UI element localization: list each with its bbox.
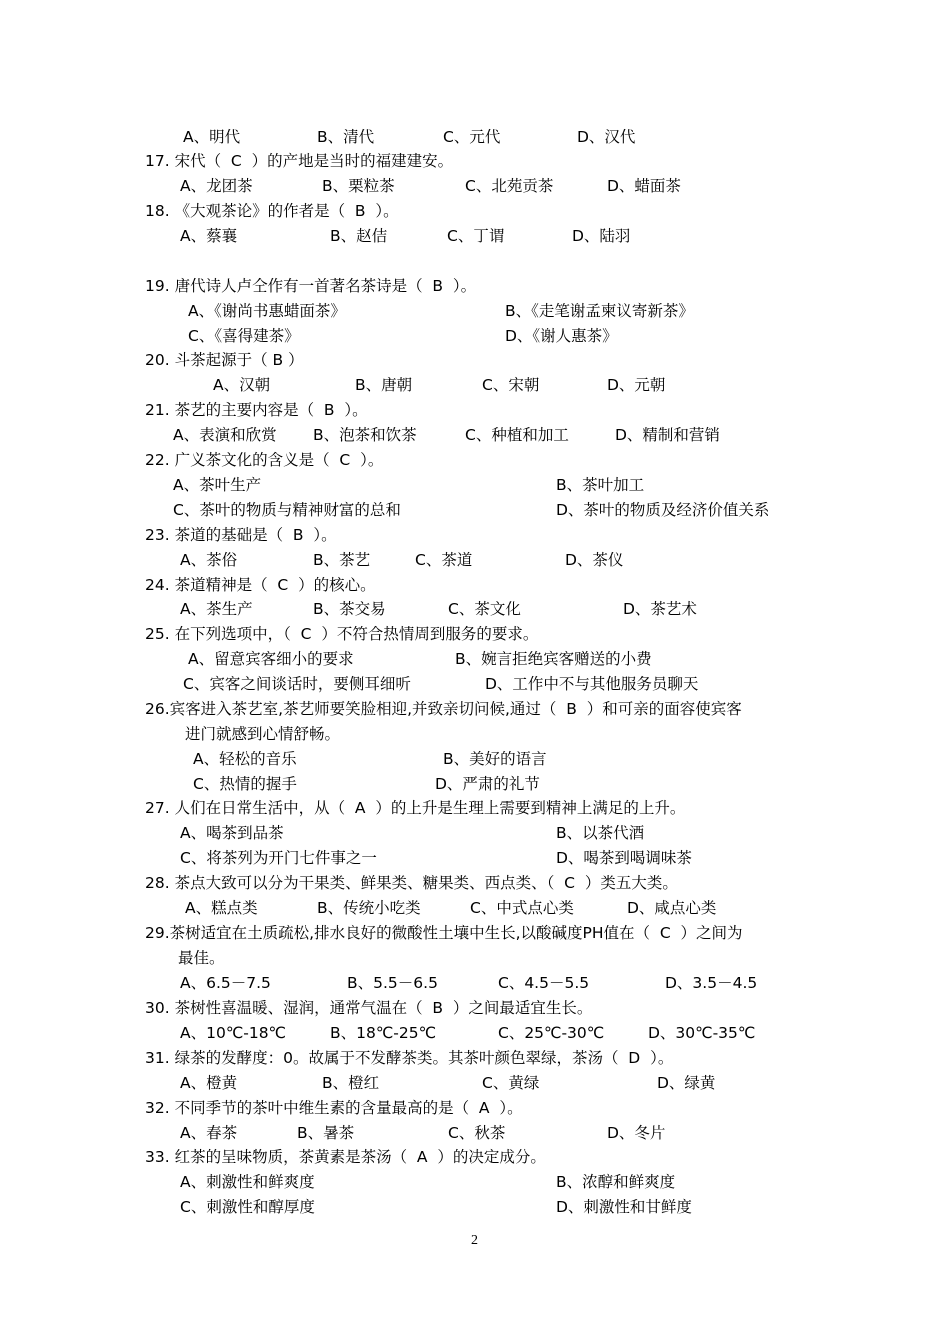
question-20-option: D、元朝: [607, 376, 666, 394]
question-17-option: B、栗粒茶: [322, 177, 395, 195]
question-32-option: D、冬片: [607, 1124, 666, 1142]
question-25-option: C、宾客之间谈话时，要侧耳细听: [183, 675, 411, 693]
question-32-stem: 32. 不同季节的茶叶中维生素的含量最高的是（ A ）。: [145, 1099, 523, 1117]
question-27-option: A、喝茶到品茶: [180, 824, 284, 842]
question-18-option: B、赵佶: [330, 227, 388, 245]
question-18-option: D、陆羽: [572, 227, 631, 245]
question-24-option: B、茶交易: [313, 600, 386, 618]
question-18-option: A、蔡襄: [180, 227, 238, 245]
question-29-option: C、4.5－5.5: [498, 974, 590, 992]
question-29-option: A、6.5－7.5: [180, 974, 271, 992]
question-20-option: C、宋朝: [482, 376, 540, 394]
question-33-stem: 33. 红茶的呈味物质，茶黄素是茶汤（ A ）的决定成分。: [145, 1148, 546, 1166]
question-27-stem: 27. 人们在日常生活中，从（ A ）的上升是生理上需要到精神上满足的上升。: [145, 799, 686, 817]
question-26-stem: 26.宾客进入茶艺室,茶艺师要笑脸相迎,并致亲切问候,通过（ B ）和可亲的面容使宾客: [145, 700, 742, 718]
question-32-option: B、暑茶: [297, 1124, 355, 1142]
question-21-option: C、种植和加工: [465, 426, 569, 444]
question-31-option: A、橙黄: [180, 1074, 238, 1092]
question-19-option: A、《谢尚书惠蜡面茶》: [188, 302, 346, 320]
question-32-option: A、春茶: [180, 1124, 238, 1142]
question-25-option: A、留意宾客细小的要求: [188, 650, 354, 668]
question-16-option: A、明代: [183, 128, 241, 146]
question-17-stem: 17. 宋代（ C ）的产地是当时的福建建安。: [145, 152, 454, 170]
question-16-option: B、清代: [317, 128, 375, 146]
question-23-option: D、茶仪: [565, 551, 624, 569]
question-17-option: A、龙团茶: [180, 177, 253, 195]
page-number: 2: [471, 1233, 478, 1248]
question-29-stem: 29.茶树适宜在土质疏松,排水良好的微酸性土壤中生长,以酸碱度PH值在（ C ）之间为: [145, 924, 743, 942]
question-27-option: B、以茶代酒: [556, 824, 645, 842]
question-22-option: B、茶叶加工: [556, 476, 645, 494]
question-20-stem: 20. 斗茶起源于（ B ）: [145, 351, 304, 369]
question-28-option: A、糕点类: [185, 899, 258, 917]
question-19-option: B、《走笔谢孟柬议寄新茶》: [505, 302, 694, 320]
question-30-stem: 30. 茶树性喜温暖、湿润，通常气温在（ B ）之间最适宜生长。: [145, 999, 593, 1017]
question-33-option: D、刺激性和甘鲜度: [556, 1198, 692, 1216]
question-27-option: D、喝茶到喝调味茶: [556, 849, 692, 867]
question-21-option: A、表演和欣赏: [173, 426, 277, 444]
question-24-option: D、茶艺术: [623, 600, 697, 618]
question-33-option: B、浓醇和鲜爽度: [556, 1173, 676, 1191]
question-26-option: C、热情的握手: [193, 775, 297, 793]
question-26-option: A、轻松的音乐: [193, 750, 297, 768]
question-16-option: C、元代: [443, 128, 501, 146]
question-31-option: D、绿黄: [657, 1074, 716, 1092]
question-22-stem: 22. 广义茶文化的含义是（ C ）。: [145, 451, 384, 469]
question-20-option: B、唐朝: [355, 376, 413, 394]
question-30-option: B、18℃-25℃: [330, 1024, 436, 1042]
question-28-option: D、咸点心类: [627, 899, 717, 917]
question-18-stem: 18. 《大观茶论》的作者是（ B ）。: [145, 202, 399, 220]
question-29-option: D、3.5－4.5: [665, 974, 758, 992]
question-22-option: D、茶叶的物质及经济价值关系: [556, 501, 770, 519]
question-16-option: D、汉代: [577, 128, 636, 146]
question-31-stem: 31. 绿茶的发酵度：0。故属于不发酵茶类。其茶叶颜色翠绿，茶汤（ D ）。: [145, 1049, 674, 1067]
question-23-option: A、茶俗: [180, 551, 238, 569]
question-28-option: C、中式点心类: [470, 899, 574, 917]
question-23-option: C、茶道: [415, 551, 473, 569]
question-30-option: A、10℃-18℃: [180, 1024, 286, 1042]
question-23-stem: 23. 茶道的基础是（ B ）。: [145, 526, 337, 544]
question-19-option: C、《喜得建茶》: [188, 327, 300, 345]
question-28-stem: 28. 茶点大致可以分为干果类、鲜果类、糖果类、西点类、（ C ）类五大类。: [145, 874, 678, 892]
question-26-option: B、美好的语言: [443, 750, 547, 768]
question-18-option: C、丁谓: [447, 227, 505, 245]
question-22-option: C、茶叶的物质与精神财富的总和: [173, 501, 401, 519]
question-33-option: C、刺激性和醇厚度: [180, 1198, 315, 1216]
question-29-stem: 最佳。: [178, 949, 225, 967]
question-22-option: A、茶叶生产: [173, 476, 262, 494]
question-31-option: C、黄绿: [482, 1074, 540, 1092]
question-31-option: B、橙红: [322, 1074, 380, 1092]
question-32-option: C、秋茶: [448, 1124, 506, 1142]
question-25-option: D、工作中不与其他服务员聊天: [485, 675, 699, 693]
question-26-stem: 进门就感到心情舒畅。: [185, 725, 341, 743]
question-23-option: B、茶艺: [313, 551, 371, 569]
question-17-option: D、蜡面茶: [607, 177, 681, 195]
question-19-option: D、《谢人惠茶》: [505, 327, 618, 345]
question-25-stem: 25. 在下列选项中，（ C ）不符合热情周到服务的要求。: [145, 625, 539, 643]
question-24-stem: 24. 茶道精神是（ C ）的核心。: [145, 576, 376, 594]
question-33-option: A、刺激性和鲜爽度: [180, 1173, 315, 1191]
question-21-option: B、泡茶和饮茶: [313, 426, 417, 444]
question-25-option: B、婉言拒绝宾客赠送的小费: [455, 650, 652, 668]
question-20-option: A、汉朝: [213, 376, 271, 394]
question-29-option: B、5.5－6.5: [347, 974, 438, 992]
question-27-option: C、将茶列为开门七件事之一: [180, 849, 377, 867]
question-24-option: C、茶文化: [448, 600, 521, 618]
question-30-option: D、30℃-35℃: [648, 1024, 756, 1042]
question-19-stem: 19. 唐代诗人卢仝作有一首著名茶诗是（ B ）。: [145, 277, 477, 295]
question-28-option: B、传统小吃类: [317, 899, 421, 917]
question-26-option: D、严肃的礼节: [435, 775, 540, 793]
question-17-option: C、北苑贡茶: [465, 177, 554, 195]
question-24-option: A、茶生产: [180, 600, 253, 618]
question-30-option: C、25℃-30℃: [498, 1024, 605, 1042]
question-21-stem: 21. 茶艺的主要内容是（ B ）。: [145, 401, 368, 419]
question-21-option: D、精制和营销: [615, 426, 720, 444]
